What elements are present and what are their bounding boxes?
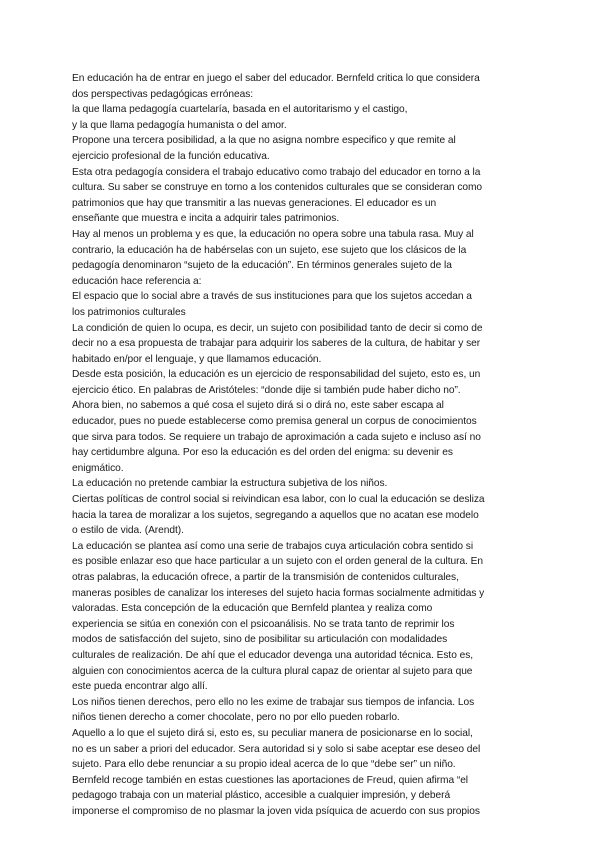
document-body	[72, 71, 540, 820]
text-line: pedagogía denominaron “sujeto de la educación”. En términos generales sujeto de la	[72, 260, 452, 272]
text-line: habitado en/por el lenguaje, y que llamamos educación.	[72, 353, 322, 365]
text-line: alguien con conocimientos acerca de la cultura plural capaz de orientar al sujeto para que	[72, 665, 473, 677]
text-line: dos perspectivas pedagógicas erróneas:	[72, 88, 254, 100]
text-line: Bernfeld recoge también en estas cuestiones las aportaciones de Freud, quien afirma “el	[72, 774, 469, 786]
text-line: contrario, la educación ha de habérselas con un sujeto, ese sujeto que los clásicos de la	[72, 244, 467, 256]
text-line: Ciertas políticas de control social si reivindican esa labor, con lo cual la educación se desliza	[72, 494, 485, 506]
text-line: hacia la tarea de moralizar a los sujetos, segregando a aquellos que no acatan ese modelo	[72, 509, 479, 521]
text-line: imponerse el compromiso de no plasmar la joven vida psíquica de acuerdo con sus propios	[72, 805, 480, 817]
text-line: no es un saber a priori del educador. Sera autoridad si y solo si sabe aceptar ese deseo del	[72, 743, 481, 755]
text-line: sujeto. Para ello debe renunciar a su propio ideal acerca de lo que “debe ser” un niño.	[72, 759, 456, 771]
text-line: pedagogo trabaja con un material plástico, accesible a cualquier impresión, y deberá	[72, 790, 451, 802]
text-line: hay certidumbre alguna. Por eso la educación es del orden del enigma: su devenir es	[72, 447, 453, 459]
text-line: la que llama pedagogía cuartelaría, basada en el autoritarismo y el castigo,	[72, 104, 408, 116]
text-line: niños tienen derecho a comer chocolate, pero no por ello pueden robarlo.	[72, 712, 400, 724]
text-line: educación hace referencia a:	[72, 275, 202, 287]
text-line: experiencia se sitúa en conexión con el psicoanálisis. No se trata tanto de reprimir los	[72, 618, 455, 630]
text-line: valoradas. Esta concepción de la educación que Bernfeld plantea y realiza como	[72, 603, 433, 615]
text-line: enseñante que muestra e incita a adquirir tales patrimonios.	[72, 213, 340, 225]
text-line: La educación no pretende cambiar la estructura subjetiva de los niños.	[72, 478, 388, 490]
text-line: La condición de quien lo ocupa, es decir, un sujeto con posibilidad tanto de decir si como de	[72, 322, 483, 334]
text-line: los patrimonios culturales	[72, 306, 186, 318]
text-line: y la que llama pedagogía humanista o del amor.	[72, 119, 287, 131]
text-line: es posible enlazar eso que hace particular a un sujeto con el orden general de la cultura. En	[72, 556, 484, 568]
text-line: En educación ha de entrar en juego el saber del educador. Bernfeld critica lo que considera	[72, 73, 480, 84]
text-line: La educación se plantea así como una serie de trabajos cuya articulación cobra sentido si	[72, 540, 474, 552]
text-line: este pueda encontrar algo allí.	[72, 681, 208, 693]
text-line: Propone una tercera posibilidad, a la que no asigna nombre especifico y que remite al	[72, 135, 456, 147]
text-line: ejercicio ético. En palabras de Aristóteles: “donde dije si también pude haber dicho no”.	[72, 384, 461, 396]
text-line: cultura. Su saber se construye en torno a los contenidos culturales que se consideran como	[72, 182, 483, 194]
text-line: otras palabras, la educación ofrece, a partir de la transmisión de contenidos culturales,	[72, 572, 459, 583]
text-line: Esta otra pedagogía considera el trabajo educativo como trabajo del educador en torno a la	[72, 166, 481, 178]
text-line: maneras posibles de canalizar los intereses del sujeto hacia formas socialmente admitidas y	[72, 587, 485, 599]
text-line: Desde esta posición, la educación es un ejercicio de responsabilidad del sujeto, esto es, un	[72, 369, 481, 381]
text-line: Ahora bien, no sabemos a qué cosa el sujeto dirá si o dirá no, este saber escapa al	[72, 400, 444, 412]
text-line: patrimonios que hay que transmitir a las nuevas generaciones. El educador es un	[72, 197, 437, 209]
text-line: modos de satisfacción del sujeto, sino de posibilitar su articulación con modalidades	[72, 634, 448, 646]
text-line: educador, pues no puede establecerse como premisa general un corpus de conocimientos	[72, 416, 477, 428]
text-line: Hay al menos un problema y es que, la educación no opera sobre una tabula rasa. Muy al	[72, 228, 474, 240]
text-line: que sirva para todos. Se requiere un trabajo de aproximación a cada sujeto e incluso así no	[72, 431, 481, 443]
text-line: decir no a esa propuesta de trabajar para adquirir los saberes de la cultura, de habitar y ser	[72, 338, 481, 350]
text-line: El espacio que lo social abre a través de sus instituciones para que los sujetos accedan a	[72, 291, 472, 303]
text-line: enigmático.	[72, 462, 124, 474]
text-line: Aquello a lo que el sujeto dirá si, esto es, su peculiar manera de posicionarse en lo social,	[72, 727, 473, 739]
text-line: ejercicio profesional de la función educativa.	[72, 150, 270, 162]
text-line: o estilo de vida. (Arendt).	[72, 525, 184, 537]
text-line: culturales de realización. De ahí que el educador devenga una autoridad técnica. Esto es,	[72, 649, 474, 661]
text-line: Los niños tienen derechos, pero ello no les exime de trabajar sus tiempos de infancia. Los	[72, 696, 475, 708]
